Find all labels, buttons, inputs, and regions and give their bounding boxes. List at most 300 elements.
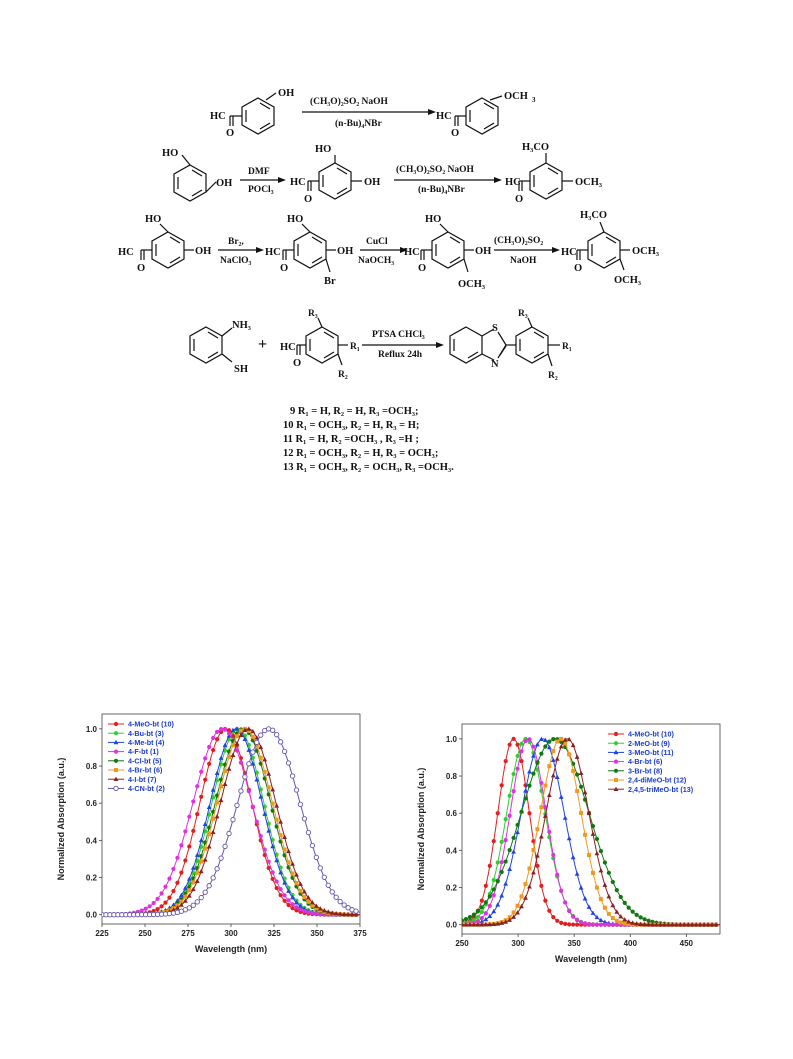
data-point [555,873,559,877]
data-point [195,784,199,788]
data-point [579,920,583,924]
x-axis-title: Wavelength (nm) [194,944,268,954]
row1-cond-top: (CH₃O)₂SO₂ NaOH [310,97,388,107]
data-point [547,739,551,743]
data-point [294,881,298,885]
data-point [587,922,591,926]
data-point [539,884,543,888]
data-point [519,904,524,908]
data-point [619,895,623,899]
x-tick-label: 400 [623,939,637,948]
data-point [199,860,203,864]
data-point [551,853,555,857]
data-point [603,923,607,927]
data-point [282,835,287,839]
data-point [167,896,171,900]
data-point [191,887,196,891]
data-point [492,887,496,891]
data-point [476,909,480,913]
data-point [516,904,520,908]
data-point [631,910,635,914]
data-point [286,761,290,765]
data-point [496,860,500,864]
data-point [167,876,171,880]
data-point [298,889,302,893]
data-point [227,731,231,735]
row3-cond1-top: Br₂, [228,237,244,247]
data-point [602,882,607,886]
r2-label: R₂ [548,371,558,381]
oh-label: OH [278,88,295,99]
row1-product [436,91,536,139]
data-point [144,907,148,911]
data-point [259,733,263,737]
legend-marker [614,741,618,745]
legend-label: 4-CN-bt (2) [128,784,165,793]
data-point [270,728,274,732]
data-point [283,847,287,851]
legend [108,720,175,793]
data-point [615,919,619,923]
methoxy-benzaldehyde [404,214,491,290]
legend-label: 4-MeO-bt (10) [628,729,674,739]
data-point [492,878,496,882]
hc-label: HC [505,177,521,188]
data-point [286,898,290,902]
data-point [519,810,523,814]
o-label: O [418,263,427,274]
data-point [187,888,191,892]
data-point [171,889,175,893]
data-point [219,856,223,860]
data-point [263,847,267,851]
data-point [227,831,231,835]
data-point [354,909,358,913]
data-point [527,867,531,871]
data-point [508,794,512,798]
data-point [464,917,468,921]
data-point [266,771,271,775]
data-point [567,752,571,756]
data-point [271,877,275,881]
data-point [199,895,203,899]
trimethoxybenzaldehyde [561,210,659,286]
data-point [555,756,560,760]
legend-label: 2-MeO-bt (9) [628,738,670,748]
data-point [504,838,508,842]
data-point [258,745,263,749]
x-tick-label: 275 [181,929,195,938]
data-point [199,869,204,873]
data-point [195,900,199,904]
data-point [531,772,535,776]
data-point [519,749,523,753]
data-point [274,732,278,736]
data-point [338,899,342,903]
data-point [483,917,488,921]
data-point [583,833,587,837]
data-point [306,830,310,834]
n-label: N [491,359,499,370]
data-point [187,844,191,848]
data-point [512,737,516,741]
y-tick-label: 1.0 [85,724,97,734]
o-label: O [304,194,313,205]
data-point [496,879,500,883]
x-tick-label: 325 [267,929,281,938]
data-point [203,778,207,782]
data-point [286,849,291,853]
data-point [298,907,302,911]
hc-label: HC [290,177,306,188]
absorption-chart-right [410,718,730,978]
row3-cond2-bot: NaOCH₃ [358,256,395,266]
data-point [219,727,223,731]
data-point [279,887,283,891]
data-point [187,906,191,910]
data-point [512,836,516,840]
data-point [579,811,583,815]
data-point [207,884,211,888]
data-point [523,796,527,800]
data-point [492,893,496,897]
reaction-scheme [0,0,793,500]
o-label: O [293,358,302,369]
data-point [310,911,314,915]
data-point [219,798,224,802]
data-point [472,912,476,916]
data-point [563,815,568,819]
legend-label: 4-Br-bt (6) [628,757,663,767]
data-point [555,919,559,923]
data-point [599,849,603,853]
data-point [496,811,500,815]
data-point [215,814,220,818]
data-point [267,785,271,789]
data-point [512,789,516,793]
data-point [547,764,551,768]
data-point [575,754,580,758]
data-point [480,905,484,909]
data-point [314,912,318,916]
data-point [500,860,504,864]
data-point [187,815,191,819]
r3-label: R₃ [308,309,318,319]
x-tick-label: 225 [95,929,109,938]
data-point [607,912,611,916]
data-point [219,784,223,788]
data-point [294,872,299,876]
data-point [559,794,564,798]
data-point [342,903,346,907]
data-point [274,803,279,807]
data-point [215,801,219,805]
x-tick-label: 300 [224,929,238,938]
h3co-label: H₃CO [522,142,550,153]
data-point [583,896,588,900]
data-point [282,749,286,753]
data-point [611,923,615,927]
hc-label: HC [404,247,420,258]
data-point [488,864,492,868]
data-point [512,772,516,776]
o-label: O [451,128,460,139]
series-2-4-dimeo-bt-12- [460,737,720,927]
row1-cond-bot: (n-Bu)₄NBr [335,119,382,129]
data-point [531,848,535,852]
data-point [290,774,294,778]
data-point [278,740,282,744]
data-point [567,909,571,913]
substituent-line: 9 R₁ = H, R₂ = H, R₃ =OCH₃; [290,406,419,417]
ho-label: HO [287,214,304,225]
data-point [595,837,599,841]
x-tick-label: 300 [511,939,525,948]
oh-label: OH [216,178,233,189]
data-point [575,918,579,922]
br-label: Br [324,276,336,287]
row4-cond-bot: Reflux 24h [378,350,423,360]
data-point [275,818,279,822]
data-point [203,756,207,760]
data-point [235,734,239,738]
data-point [211,748,215,752]
data-point [599,923,603,927]
data-point [211,736,215,740]
data-point [310,843,314,847]
data-point [559,744,564,748]
data-point [575,871,580,875]
data-point [495,902,500,906]
data-point [555,740,559,744]
data-point [203,847,207,851]
row3-cond3-top: (CH₃O)₂SO₂ [494,236,544,246]
data-point [571,743,576,747]
data-point [279,893,283,897]
data-point [603,860,607,864]
legend-marker [614,760,618,764]
data-point [287,860,291,864]
data-point [512,910,516,914]
data-point [551,737,555,741]
data-point [322,875,326,879]
data-point [159,904,163,908]
data-point [183,858,187,862]
data-point [207,832,211,836]
data-point [179,843,183,847]
data-point [267,860,271,864]
data-point [207,745,211,749]
data-point [500,840,504,844]
data-point [551,915,555,919]
data-point [563,900,567,904]
data-point [515,754,519,758]
data-point [476,915,480,919]
legend-label: 3-Br-bt (8) [628,766,663,776]
data-point [623,901,627,905]
legend-marker [114,786,118,790]
data-point [235,803,239,807]
data-point [642,917,646,921]
series-4-br-bt-6- [460,737,720,927]
data-point [543,899,547,903]
data-point [571,769,575,773]
data-point [535,761,539,765]
oh-label: OH [475,246,492,257]
data-point [543,738,548,742]
y-tick-label: 0.6 [85,799,97,809]
legend-label: 2,4-diMeO-bt (12) [628,775,687,785]
substituent-line: 13 R₁ = OCH₃, R₂ = OCH₃, R₃ =OCH₃. [283,462,454,473]
data-point [263,770,267,774]
r2-label: R₂ [338,370,348,380]
data-point [571,915,575,919]
data-point [527,769,532,773]
y-tick-label: 0.8 [85,762,97,772]
data-point [504,759,508,763]
data-point [275,879,279,883]
row2-cond1-top: DMF [248,167,270,177]
data-point [555,775,560,779]
data-point [587,853,591,857]
legend-marker [614,732,618,736]
data-point [318,866,322,870]
data-point [227,766,232,770]
data-point [515,823,519,827]
data-point [547,745,552,749]
data-point [195,812,199,816]
data-point [488,904,492,908]
data-point [539,805,543,809]
substituted-benzaldehyde [280,309,360,380]
data-point [571,922,575,926]
s-label: S [492,323,498,334]
y-tick-label: 0.0 [85,910,97,920]
och3-label: OCH₃ [458,279,486,290]
legend-label: 3-MeO-bt (11) [628,748,674,757]
data-point [599,918,604,922]
data-point [290,861,295,865]
hc-label: HC [118,247,134,258]
hc-label: HC [265,247,281,258]
data-point [599,868,604,872]
data-point [610,903,615,907]
x-tick-label: 350 [567,939,581,948]
data-point [159,891,163,895]
substituent-line: 10 R₁ = OCH₃, R₂ = H, R₃ = H; [283,420,420,431]
series-4-meo-bt-10- [460,737,720,927]
series-2-4-5-trimeo-bt-13- [460,737,720,927]
data-point [203,857,208,861]
resorcinol [162,148,232,201]
o-label: O [515,194,524,205]
data-point [163,901,167,905]
data-point [523,895,528,899]
data-point [504,817,508,821]
data-point [195,879,200,883]
data-point [539,752,543,756]
data-point [520,894,524,898]
data-point [223,769,227,773]
data-point [547,909,551,913]
data-point [484,911,488,915]
data-point [302,909,306,913]
data-point [282,893,286,897]
data-point [247,762,251,766]
data-point [551,773,556,777]
data-point [251,735,255,739]
y-axis-title: Normalized Absorption (a.u.) [416,767,426,891]
data-point [587,904,592,908]
row1-reactant [210,88,294,139]
data-point [223,844,227,848]
data-point [591,871,595,875]
data-point [606,894,611,898]
y-tick-label: 0.4 [445,846,457,856]
data-point [559,888,563,892]
row3-cond1-bot: NaClO₃ [220,256,252,266]
data-point [262,757,267,761]
data-point [326,883,330,887]
data-point [519,759,523,763]
substituent-line: 11 R₁ = H, R₂ =OCH₃ , R₃ =H ; [283,434,419,445]
data-point [551,749,555,753]
data-point [255,820,259,824]
data-point [211,817,215,821]
data-point [203,890,207,894]
legend-marker [114,722,118,726]
data-point [330,890,334,894]
y-tick-label: 0.6 [445,809,457,819]
och3-label: OCH₃ [632,246,660,257]
data-point [279,833,283,837]
data-point [591,922,595,926]
data-point [488,894,492,898]
x-tick-label: 450 [679,939,694,948]
data-point [306,910,310,914]
och3-subscript: 3 [532,96,536,104]
legend-label: 4-Cl-bt (5) [128,756,162,766]
sh-label: SH [234,364,249,375]
y-tick-label: 0.2 [445,883,457,893]
data-point [492,839,496,843]
data-point [215,737,219,741]
data-point [515,767,519,771]
r3-label: R₃ [518,309,528,319]
data-point [575,923,579,927]
data-point [615,888,619,892]
legend-marker [114,750,118,754]
data-point [484,900,488,904]
data-point [255,740,259,744]
data-point [191,880,195,884]
data-point [611,916,615,920]
data-point [251,750,255,754]
row2-cond2-top: (CH₃O)₂SO₂ NaOH [396,165,474,175]
r1-label: R₁ [562,342,572,352]
data-point [579,885,584,889]
data-point [286,903,290,907]
ho-label: HO [425,214,442,225]
o-label: O [137,263,146,274]
data-point [599,897,603,901]
data-point [290,906,294,910]
data-point [171,867,175,871]
legend-label: 4-Br-bt (6) [128,765,163,775]
r1-label: R₁ [350,342,360,352]
data-point [468,915,472,919]
data-point [480,916,484,920]
